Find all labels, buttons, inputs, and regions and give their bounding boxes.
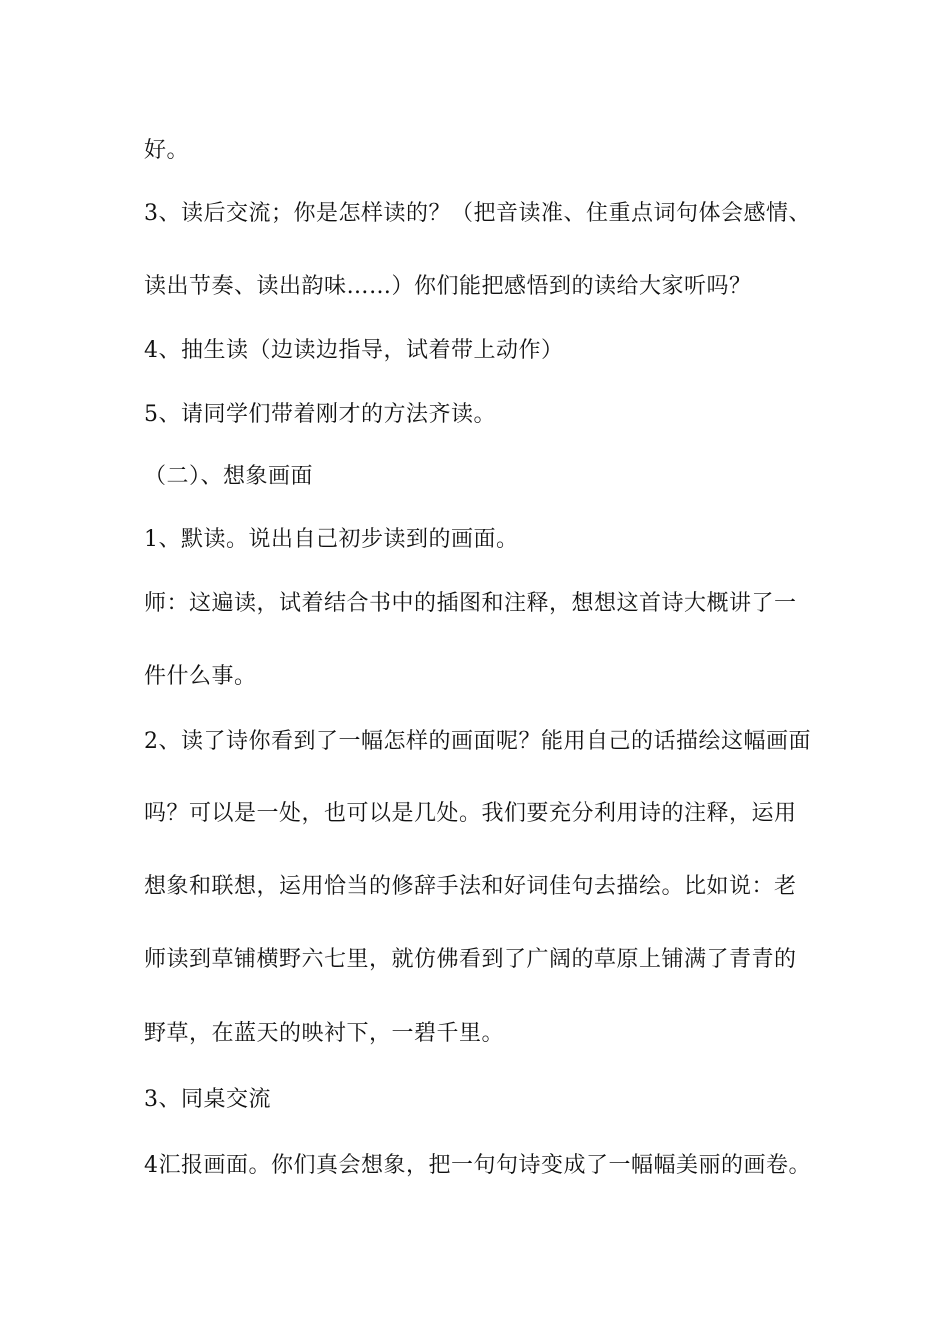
text-line: 想象和联想，运用恰当的修辞手法和好词佳句去描绘。比如说：老 <box>144 874 797 899</box>
text-line: 野草，在蓝天的映衬下，一碧千里。 <box>144 1021 505 1046</box>
text-line: 5、请同学们带着刚才的方法齐读。 <box>144 402 496 427</box>
text-line: 师读到草铺横野六七里，就仿佛看到了广阔的草原上铺满了青青的 <box>144 947 797 972</box>
text-line: 2、读了诗你看到了一幅怎样的画面呢？能用自己的话描绘这幅画面 <box>144 729 811 754</box>
text-line: 1、默读。说出自己初步读到的画面。 <box>144 527 519 552</box>
text-line: 件什么事。 <box>144 664 257 689</box>
text-line: 读出节奏、读出韵味……）你们能把感悟到的读给大家听吗？ <box>144 274 752 299</box>
text-line: 4汇报画面。你们真会想象，把一句句诗变成了一幅幅美丽的画卷。 <box>144 1153 811 1178</box>
text-line: 吗？可以是一处，也可以是几处。我们要充分利用诗的注释，运用 <box>144 801 797 826</box>
text-line: 3、同桌交流 <box>144 1087 271 1112</box>
text-line: 好。 <box>144 138 190 163</box>
text-line: 3、读后交流；你是怎样读的？（把音读准、住重点词句体会感情、 <box>144 201 811 226</box>
text-line: 4、抽生读（边读边指导，试着带上动作） <box>144 338 564 363</box>
section-heading: （二）、想象画面 <box>144 464 314 489</box>
text-line: 师：这遍读，试着结合书中的插图和注释，想想这首诗大概讲了一 <box>144 591 797 616</box>
